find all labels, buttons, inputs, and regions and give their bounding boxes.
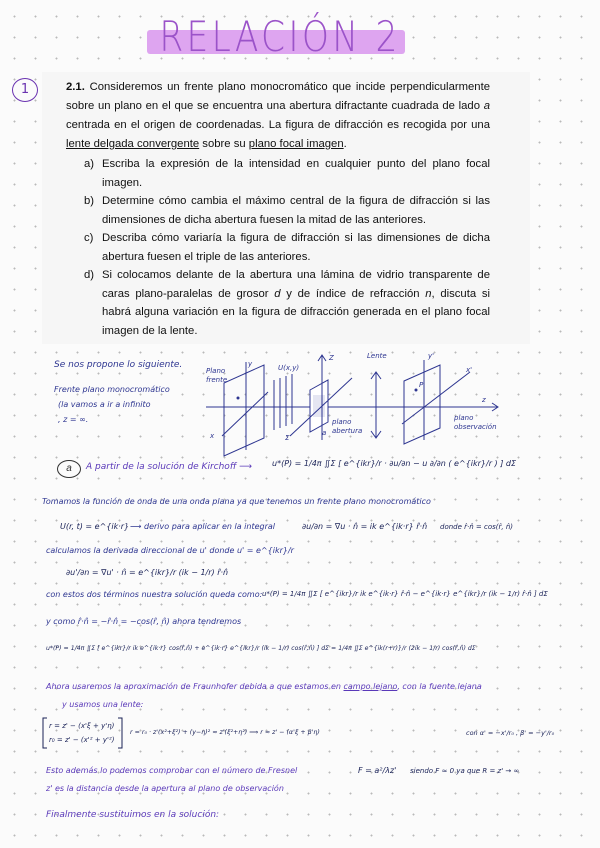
note-derivo: ⟶ derivo para aplicar en la integral — [130, 522, 276, 531]
eq-fresnel: F = a²/λz' — [358, 766, 397, 775]
eq-donde: donde r̂·n̂ = cos(r̂, n̂) — [440, 523, 513, 531]
label-uxy: U(x,y) — [278, 364, 300, 372]
section-a-circle: a — [57, 460, 81, 478]
item-d-pre: Si colocamos delante de la abertura una lámina de vidrio transparente de caras plano-paralelas de grosor — [102, 269, 490, 300]
bracket-right — [118, 718, 122, 748]
item-d-var-d: d — [274, 287, 281, 300]
label-plano-abertura: plano abertura — [332, 418, 363, 435]
label-y: y — [248, 360, 253, 368]
item-d-mid: y de índice de refracción — [280, 287, 426, 300]
eq-u-p1: u*(P) = 1/4π ∬Σ [ e^{ikr}/r ik e^{ik·r} r̂·n̂ − e^{ik·r} e^{ikr}/r (ik − 1/r) r̂·n̂ ] dΣ — [262, 590, 548, 598]
intro-underline-2: plano focal imagen — [248, 138, 344, 150]
label-sigma: Σ — [285, 434, 290, 442]
eq-kirchhoff: u*(P) = 1/4π ∬Σ [ e^{ikr}/r · ∂u/∂n − u ∂/∂n ( e^{ikr}/r ) ] dΣ — [272, 459, 516, 468]
note-esto: Esto además lo podemos comprobar con el número de Fresnel — [46, 766, 298, 775]
eq-bracket-2: r₀ = z' − (x'² + y'²) — [49, 736, 115, 744]
note-y-como: y como r̂·n̂ = −r̂·n̂ = −cos(r̂, n̂) ahora tendremos — [46, 617, 242, 626]
note-frente-1: Frente plano monocromático — [54, 385, 170, 394]
note-tomamos: Tomamos la función de onda de una onda plana ya que tenemos un frente plano monocromático — [42, 497, 431, 506]
bracket-left — [43, 718, 47, 748]
intro-var: a — [483, 100, 490, 112]
eq-alpha-beta: con α' = −x'/r₀ , β' = −y'/r₀ — [466, 729, 555, 737]
eq-du-prime: ∂u'/∂n = ∇u' · n̂ = e^{ikr}/r (ik − 1/r) r̂·n̂ — [66, 568, 229, 577]
problem-number-circle: 1 — [12, 78, 38, 102]
note-calculamos: calculamos la derivada direccional de u' donde u' = e^{ikr}/r — [46, 546, 294, 555]
eq-u-p2: u*(P) = 1/4π ∬Σ [ e^{ikr}/r ik e^{ik·r} cos(r̂,n̂) + e^{ik·r} e^{ikr}/r (ik − 1/r) cos(r̂,n̂) ] dΣ = 1/4π ∬Σ e^{ik(r+r)}/r (2ik − 1/r) cos(r̂,n̂) dΣ — [46, 645, 476, 652]
label-x: x — [210, 432, 215, 440]
note-usamos: y usamos una lente: — [62, 700, 144, 709]
note-finalmente: Finalmente sustituimos en la solución: — [46, 810, 220, 820]
note-ahora: Ahora usaremos la aproximación de Fraunhofer debida a que estamos en campo lejano, con la fuente lejana — [46, 682, 482, 691]
item-text: Describa cómo variaría la figura de difracción si las dimensiones de dicha abertura fuesen el triple de las anteriores. — [102, 232, 490, 263]
label-p: P — [419, 381, 424, 389]
item-letter: d) — [84, 269, 95, 281]
label-y-prime: y' — [428, 352, 435, 360]
label-plano-observacion: plano observación — [454, 414, 497, 431]
intro-mid: centrada en el origen de coordenadas. La figura de difracción es recogida por una — [66, 119, 490, 131]
eq-u-wave: U(r, t) = e^{ik·r} — [60, 522, 130, 531]
item-d-end: , discuta si habrá alguna variación en la figura de difracción generada en el plano focal imagen de la lente. — [102, 287, 490, 337]
eq-approx: r = r₀ · z'(x²+ξ²) + (y−η)² ≈ z'(ξ²+η²) ⟹ r ≈ z' − (α'ξ + β'η) — [130, 729, 320, 736]
eq-deriv: ∂u/∂n = ∇u · n̂ = ik e^{ik·r} r̂·n̂ — [302, 522, 428, 531]
note-setup: Se nos propone lo siguiente. — [54, 360, 183, 370]
label-z-top: Z — [329, 354, 334, 362]
note-frente-2: (la vamos a ir a infinito — [58, 400, 151, 409]
label-a: a — [322, 429, 327, 437]
label-x-prime: x' — [466, 366, 473, 374]
note-distancia: z' es la distancia desde la apertura al plano de observación — [46, 784, 284, 793]
note-con-estos: con estos dos términos nuestra solución queda como: — [46, 590, 263, 599]
problem-number: 2.1. — [66, 81, 85, 93]
page-title: RELACIÓN 2 — [159, 12, 401, 61]
label-plano-frente: Plano frente — [206, 367, 228, 384]
intro-end: . — [343, 138, 347, 150]
eq-bracket-1: r = z' − (x'ξ + y'η) — [49, 722, 115, 730]
intro-pre: Consideremos un frente plano monocromático que incide perpendicularmente sobre un plano en el que se encuentra una abertura difractante cuadrada de lado — [66, 81, 491, 112]
eq-siendo: siendo F ≈ 0 ya que R = z' → ∞ — [410, 767, 520, 775]
note-partir: A partir de la solución de Kirchoff ⟶ — [86, 462, 253, 472]
item-letter: c) — [84, 232, 94, 244]
item-text: Determine cómo cambia el máximo central de la figura de difracción si las dimensiones de dicha abertura fuesen la mitad de las anteriores. — [102, 195, 490, 226]
intro-underline-1: lente delgada convergente — [66, 138, 200, 150]
intro-mid2: sobre su — [199, 138, 249, 150]
item-text: Escriba la expresión de la intensidad en cualquier punto del plano focal imagen. — [102, 158, 490, 189]
item-d-var-n: n — [425, 287, 432, 300]
item-letter: b) — [84, 195, 95, 207]
note-frente-3: , z = ∞. — [58, 415, 89, 424]
note-campo-lejano: campo lejano — [343, 682, 398, 691]
item-letter: a) — [84, 158, 95, 170]
label-lente: Lente — [367, 352, 387, 360]
label-z-axis: z — [482, 396, 486, 404]
